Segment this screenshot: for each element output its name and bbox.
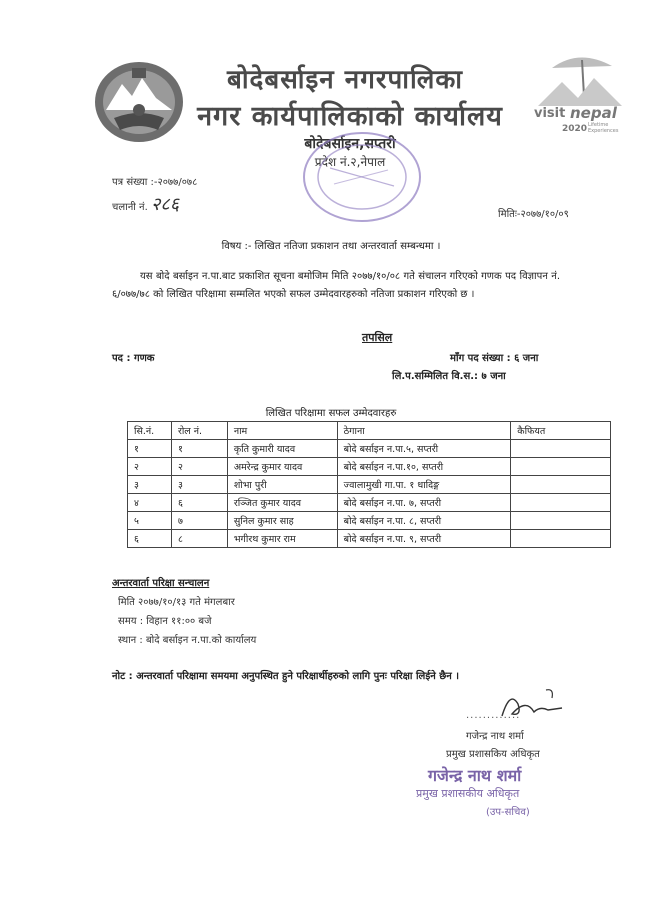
table-row <box>128 494 611 512</box>
table-row <box>128 440 611 458</box>
cell-remarks <box>511 440 611 458</box>
cell-name: सुनिल कुमार साह <box>227 512 337 530</box>
body-text: यस बोदे बर्साइन न.पा.बाट प्रकाशित सूचना बमोजिम मिति २०७७/१०/०८ गते संचालन गरिएको गणक पद विज्ञापन नं. ६/०७७/७८ को लिखित परिक्षामा सम्मलित भएको सफल उम्मेदवारहरुको नतिजा प्रकाशन गरिएको छ । <box>112 271 560 300</box>
cell-serial: ४ <box>128 494 172 512</box>
letter-date: मितिः-२०७७/१०/०९ <box>498 209 569 220</box>
details-heading: तपसिल <box>362 331 393 344</box>
body-paragraph <box>112 268 560 304</box>
signatory-name: गजेन्द्र नाथ शर्मा <box>466 731 524 742</box>
cell-address: बोदे बर्साइन न.पा. ९, सप्तरी <box>337 530 511 548</box>
signatory-designation: प्रमुख प्रशासकिय अधिकृत <box>446 749 540 760</box>
cell-roll: ३ <box>171 476 227 494</box>
cell-address: ज्वालामुखी गा.पा. १ धादिङ्ग <box>337 476 511 494</box>
office-title-line1: बोदेबर्साइन नगरपालिका <box>226 65 464 95</box>
header-roll: रोल नं. <box>171 422 227 440</box>
post-name: पद : गणक <box>112 353 155 364</box>
cell-roll: १ <box>171 440 227 458</box>
government-emblem <box>92 58 186 146</box>
table-row <box>128 530 611 548</box>
table-header-row <box>128 422 611 440</box>
results-caption: लिखित परिक्षामा सफल उम्मेदवारहरु <box>265 408 397 419</box>
umbrella-icon <box>532 48 626 108</box>
interview-time: समय : विहान ११:०० बजे <box>118 616 212 627</box>
cell-remarks <box>511 494 611 512</box>
cell-name: कृति कुमारी यादव <box>227 440 337 458</box>
interview-heading: अन्तरवार्ता परिक्षा सन्चालन <box>112 578 210 589</box>
table-row <box>128 512 611 530</box>
cell-name: भगीरथ कुमार राम <box>227 530 337 548</box>
cell-name: शोभा पुरी <box>227 476 337 494</box>
dispatch-number-handwritten: २८६ <box>150 194 180 215</box>
cell-name: रञ्जित कुमार यादव <box>227 494 337 512</box>
cell-roll: ७ <box>171 512 227 530</box>
visit-nepal-logo <box>532 48 626 140</box>
year-text: 2020 <box>562 124 588 134</box>
dispatch-number-row <box>112 192 179 216</box>
cell-remarks <box>511 512 611 530</box>
cell-roll: ८ <box>171 530 227 548</box>
cell-serial: २ <box>128 458 172 476</box>
cell-address: बोदे बर्साइन न.पा. ८, सप्तरी <box>337 512 511 530</box>
subject-line: विषय :- लिखित नतिजा प्रकाशन तथा अन्तरवार्ता सम्बन्धमा । <box>221 241 441 252</box>
visit-text: visit <box>534 106 566 121</box>
cell-serial: १ <box>128 440 172 458</box>
province-line: प्रदेश नं.२,नेपाल <box>314 155 386 169</box>
cell-address: बोदे बर्साइन न.पा. ७, सप्तरी <box>337 494 511 512</box>
header-remarks: कैफियत <box>511 422 611 440</box>
cell-serial: ६ <box>128 530 172 548</box>
dispatch-label: चलानी नं. <box>112 202 148 213</box>
office-title-line2: नगर कार्यपालिकाको कार्यालय <box>197 101 503 132</box>
header-address: ठेगाना <box>337 422 511 440</box>
table-row <box>128 458 611 476</box>
cell-roll: ६ <box>171 494 227 512</box>
cell-name: अमरेन्द्र कुमार यादव <box>227 458 337 476</box>
header-name: नाम <box>227 422 337 440</box>
cell-serial: ५ <box>128 512 172 530</box>
header-serial: सि.नं. <box>128 422 172 440</box>
interview-date: मिति २०७७/१०/१३ गते मंगलबार <box>118 597 235 608</box>
participant-count: लि.प.सम्मिलित वि.स.: ७ जना <box>392 371 506 382</box>
nepal-text: nepal <box>570 104 617 122</box>
interview-place: स्थान : बोदे बर्साइन न.पा.को कार्यालय <box>118 635 257 646</box>
table-row <box>128 476 611 494</box>
rank-stamp: (उप-सचिव) <box>486 807 530 818</box>
cell-address: बोदे बर्साइन न.पा.५, सप्तरी <box>337 440 511 458</box>
cell-remarks <box>511 458 611 476</box>
office-seal-stamp <box>300 128 425 226</box>
cell-serial: ३ <box>128 476 172 494</box>
demand-count: माँग पद संख्या : ६ जना <box>450 353 539 364</box>
note-text: नोट : अन्तरवार्ता परिक्षामा समयमा अनुपस्थित हुने परिक्षार्थीहरुको लागि पुनः परिक्षा लिईने छैन । <box>112 671 460 682</box>
cell-roll: २ <box>171 458 227 476</box>
results-table <box>127 421 611 548</box>
name-stamp: गजेन्द्र नाथ शर्मा <box>428 766 522 785</box>
cell-remarks <box>511 476 611 494</box>
cell-address: बोदे बर्साइन न.पा.१०, सप्तरी <box>337 458 511 476</box>
tagline-text: Lifetime Experiences <box>588 122 619 134</box>
cell-remarks <box>511 530 611 548</box>
office-location: बोदेबर्साइन,सप्तरी <box>304 136 396 152</box>
signature-dotted-line: ............. <box>466 710 521 721</box>
title-stamp: प्रमुख प्रशासकीय अधिकृत <box>416 787 520 800</box>
letter-number: पत्र संख्या :-२०७७/०७८ <box>112 177 198 188</box>
